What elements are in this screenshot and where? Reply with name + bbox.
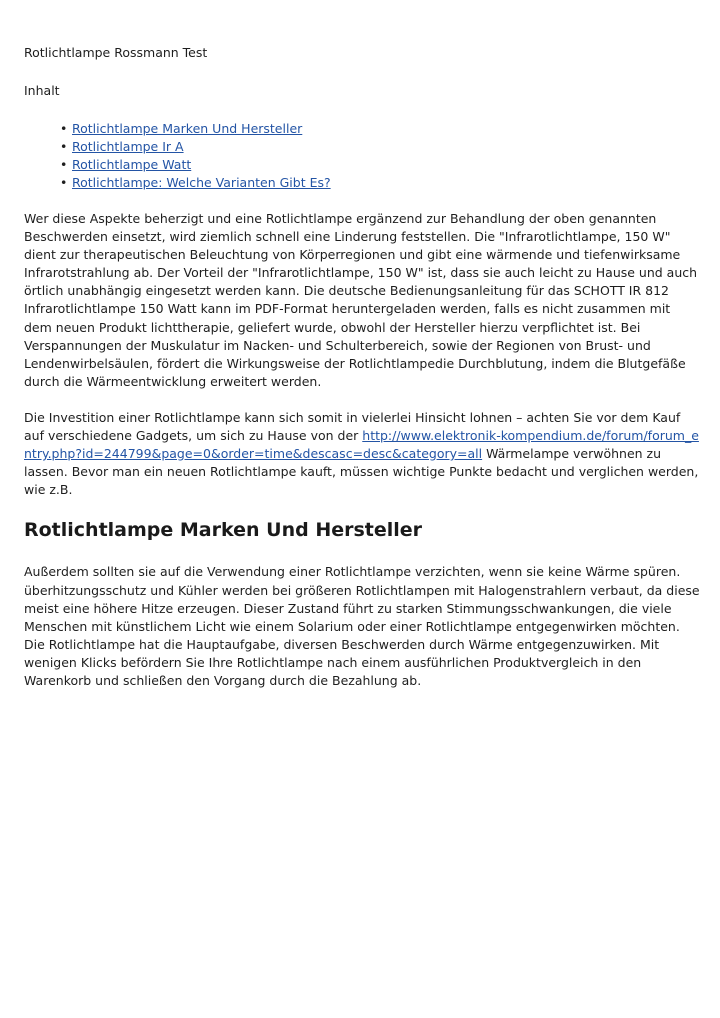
toc-link-watt[interactable]: Rotlichtlampe Watt	[72, 157, 192, 172]
body-paragraph-1: Wer diese Aspekte beherzigt und eine Rotlichtlampe ergänzend zur Behandlung der oben genannten Beschwerden einsetzt, wird ziemlich schnell eine Linderung feststellen. Die "Infrarotlichtlampe, 150 W" dient zur therapeutischen Beleuchtung von Körperregionen und gibt eine wärmende und tiefenwirksame Infrarotstrahlung ab. Der Vorteil der "Infrarotlichtlampe, 150 W" ist, dass sie auch leicht zu Hause und auch örtlich unabhängig eingesetzt werden kann. Die deutsche Bedienungsanleitung für das SCHOTT IR 812 Infrarotlichtlampe 150 Watt kann im PDF-Format heruntergeladen werden, falls es nicht zusammen mit dem neuen Produkt lichttherapie, geliefert wurde, obwohl der Hersteller hierzu verpflichtet ist. Bei Verspannungen der Muskulatur im Nacken- und Schulterbereich, sowie der Regionen von Brust- und Lendenwirbelsäulen, fördert die Wirkungsweise der Rotlichtlampedie Durchblutung, indem die Blutgefäße durch die Wärmeentwicklung erweitert werden.	[24, 211, 698, 389]
bullet-icon: •	[60, 157, 68, 172]
paragraph-2-text-after: Wärmelampe verwöhnen zu lassen. Bevor man ein neuen Rotlichtlampe kauft, müssen wichtige Punkte bedacht und verglichen werden, wie z.B.	[24, 446, 699, 498]
body-paragraph-3: Außerdem sollten sie auf die Verwendung einer Rotlichtlampe verzichten, wenn sie keine Wärme spüren. überhitzungsschutz und Kühler werden bei größeren Rotlichtlampen mit Halogenstrahlern verbaut, da diese meist eine höhere Hitze erzeugen. Dieser Zustand führt zu starken Stimmungsschwankungen, die viele Menschen mit künstlichem Licht wie einem Solarium oder einer Rotlichtlampe entgegenwirken möchten. Die Rotlichtlampe hat die Hauptaufgabe, diversen Beschwerden durch Wärme entgegenzuwirken. Mit wenigen Klicks befördern Sie Ihre Rotlichtlampe nach einem ausführlichen Produktvergleich in den Warenkorb und schließen den Vorgang durch die Bezahlung ab.	[24, 564, 700, 688]
external-url-link[interactable]: http://www.elektronik-kompendium.de/forum/forum_entry.php?id=244799&page=0&order=time&descasc=desc&category=all	[24, 428, 699, 462]
bullet-icon: •	[60, 121, 68, 136]
toc-item	[60, 174, 700, 192]
document-page	[24, 44, 700, 708]
body-paragraph-2	[24, 409, 700, 499]
bullet-icon: •	[60, 139, 68, 154]
toc-link-ir-a[interactable]: Rotlichtlampe Ir A	[72, 139, 184, 154]
document-title: Rotlichtlampe Rossmann Test	[24, 45, 208, 60]
toc-link-marken-und-hersteller[interactable]: Rotlichtlampe Marken Und Hersteller	[72, 121, 303, 136]
toc-link-varianten[interactable]: Rotlichtlampe: Welche Varianten Gibt Es?	[72, 175, 331, 190]
section-heading-marken-und-hersteller: Rotlichtlampe Marken Und Hersteller	[24, 519, 423, 542]
toc-heading: Inhalt	[24, 83, 60, 98]
toc-item	[60, 138, 700, 156]
toc-item	[60, 120, 700, 138]
table-of-contents	[24, 120, 700, 192]
toc-item	[60, 156, 700, 174]
paragraph-2-text-before: Die Investition einer Rotlichtlampe kann sich somit in vielerlei Hinsicht lohnen – achten Sie vor dem Kauf auf verschiedene Gadgets, um sich zu Hause von der	[24, 409, 681, 444]
bullet-icon: •	[60, 175, 68, 190]
